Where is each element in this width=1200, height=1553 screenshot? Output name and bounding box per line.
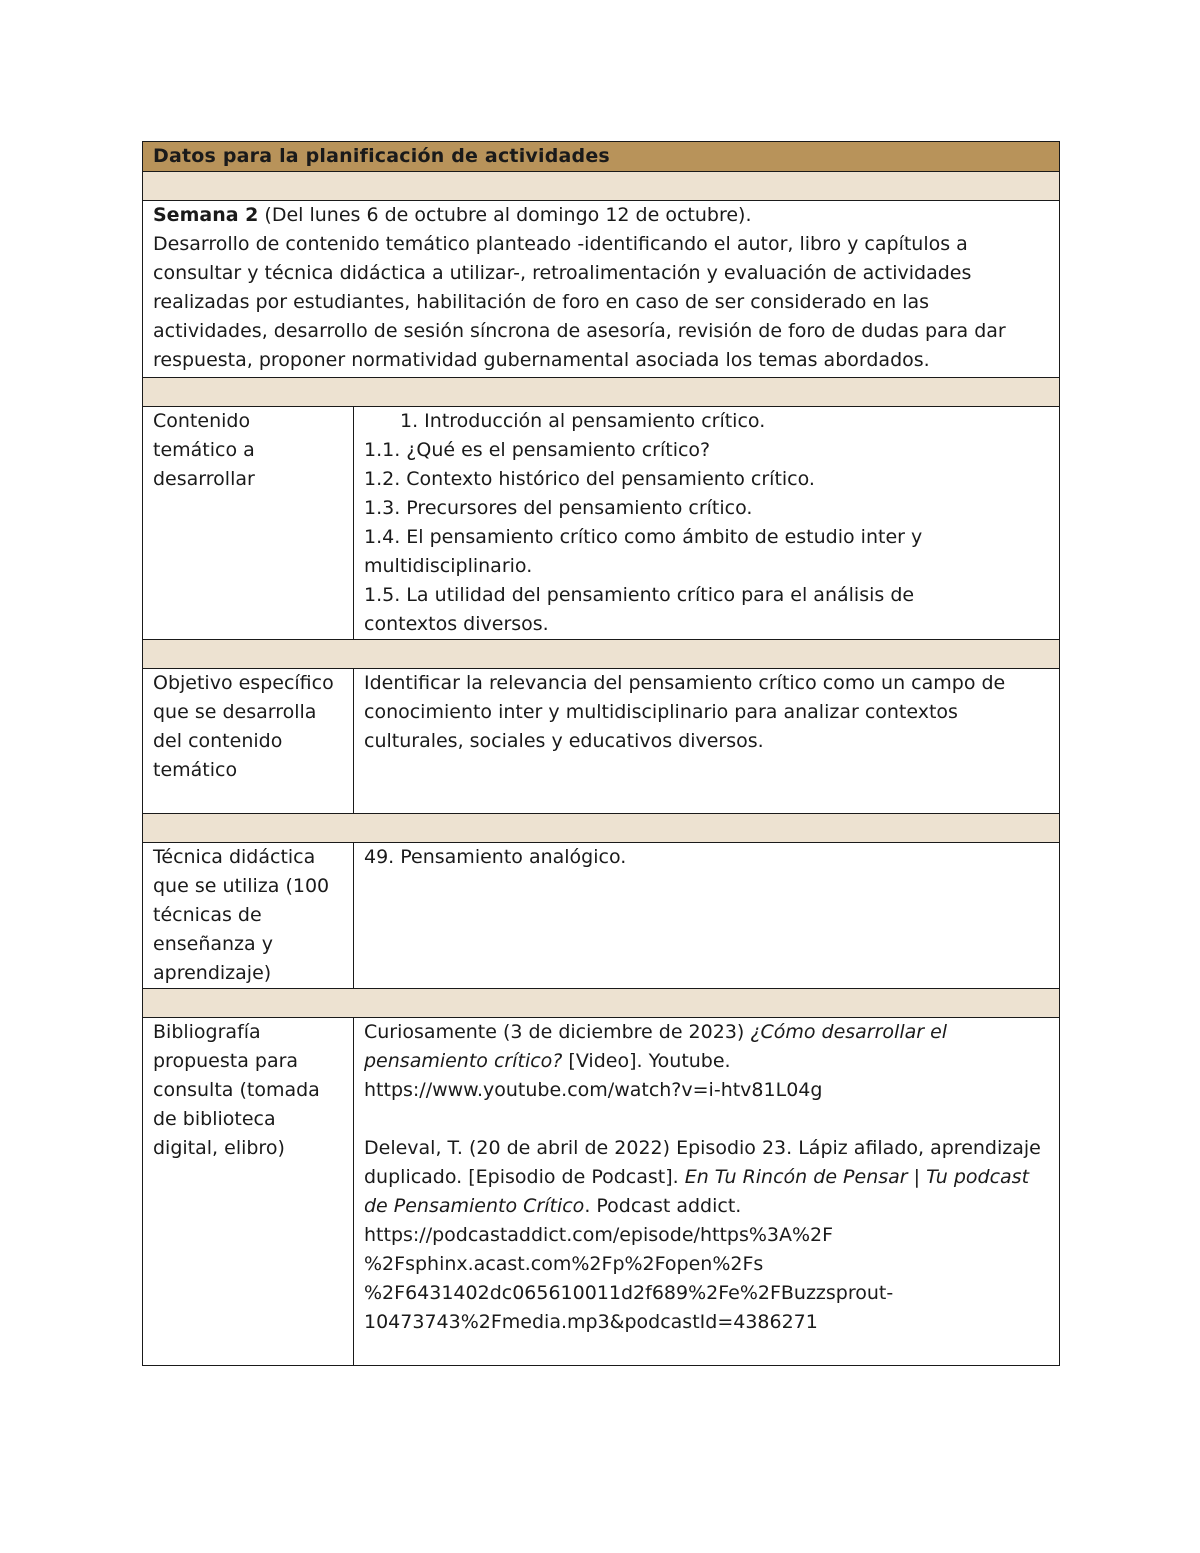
week-label: Semana 2 [153, 204, 259, 226]
biblio-author: Deleval, T. (20 de abril de 2022) Episodio 23. Lápiz afilado, aprendizaje duplicado. [Episodio de Podcast]. [364, 1137, 1041, 1188]
week-range: (Del lunes 6 de octubre al domingo 12 de octubre). [258, 204, 752, 226]
contenido-item: 1.5. La utilidad del pensamiento crítico para el análisis de [364, 584, 915, 606]
contenido-item: multidisciplinario. [364, 555, 533, 577]
spacer-row [143, 172, 1060, 201]
biblio-entry [364, 1134, 1049, 1337]
spacer-row [143, 640, 1060, 669]
biblio-rest: [Video]. Youtube. [562, 1050, 731, 1072]
spacer-row [143, 814, 1060, 843]
bibliografia-label: Bibliografía propuesta para consulta (tomada de biblioteca digital, elibro) [143, 1018, 354, 1366]
biblio-rest: . Podcast addict. [584, 1195, 742, 1217]
contenido-row [143, 407, 1060, 640]
url-line: 10473743%2Fmedia.mp3&podcastId=4386271 [364, 1311, 818, 1333]
contenido-label: Contenido temático a desarrollar [143, 407, 354, 640]
objetivo-label: Objetivo específico que se desarrolla del contenido temático [143, 669, 354, 814]
contenido-list [354, 407, 1060, 640]
tecnica-row [143, 843, 1060, 989]
contenido-item: contextos diversos. [364, 613, 549, 635]
week-row [143, 201, 1060, 378]
table-header-row [143, 142, 1060, 172]
biblio-title: ¿Cómo desarrollar el pensamiento crítico? [364, 1021, 948, 1072]
bibliografia-row [143, 1018, 1060, 1366]
contenido-item: 1.1. ¿Qué es el pensamiento crítico? [364, 439, 711, 461]
contenido-item: 1.2. Contexto histórico del pensamiento crítico. [364, 468, 815, 490]
objetivo-row [143, 669, 1060, 814]
biblio-entry [364, 1018, 1049, 1105]
spacer-row [143, 989, 1060, 1018]
contenido-item: 1.3. Precursores del pensamiento crítico. [364, 497, 753, 519]
week-cell [143, 201, 1060, 378]
biblio-url-link[interactable]: https://www.youtube.com/watch?v=i-htv81L04g [364, 1079, 823, 1101]
spacer-row [143, 378, 1060, 407]
url-line: %2F6431402dc065610011d2f689%2Fe%2FBuzzsprout- [364, 1282, 894, 1304]
tecnica-label: Técnica didáctica que se utiliza (100 técnicas de enseñanza y aprendizaje) [143, 843, 354, 989]
week-description: Desarrollo de contenido temático planteado -identificando el autor, libro y capítulos a consultar y técnica didáctica a utilizar-, retroalimentación y evaluación de actividades realizadas por estudiantes, habilitación de foro en caso de ser considerado en las actividades, desarrollo de sesión síncrona de asesoría, revisión de foro de dudas para dar respuesta, proponer normatividad gubernamental asociada los temas abordados. [153, 233, 1006, 371]
biblio-title: En Tu Rincón de Pensar | Tu podcast de Pensamiento Crítico [364, 1166, 1030, 1217]
url-line: https://podcastaddict.com/episode/https%3A%2F [364, 1224, 834, 1246]
objetivo-text: Identificar la relevancia del pensamiento crítico como un campo de conocimiento inter y multidisciplinario para analizar contextos culturales, sociales y educativos diversos. [354, 669, 1060, 814]
contenido-item: 1.4. El pensamiento crítico como ámbito de estudio inter y [364, 526, 923, 548]
biblio-url-link[interactable] [364, 1224, 893, 1333]
biblio-author: Curiosamente (3 de diciembre de 2023) [364, 1021, 751, 1043]
url-line: %2Fsphinx.acast.com%2Fp%2Fopen%2Fs [364, 1253, 764, 1275]
tecnica-text: 49. Pensamiento analógico. [354, 843, 1060, 989]
bibliografia-entries [354, 1018, 1060, 1366]
table-title: Datos para la planificación de actividades [143, 142, 1060, 172]
contenido-heading: 1. Introducción al pensamiento crítico. [400, 410, 766, 432]
planning-table [142, 141, 1060, 1366]
